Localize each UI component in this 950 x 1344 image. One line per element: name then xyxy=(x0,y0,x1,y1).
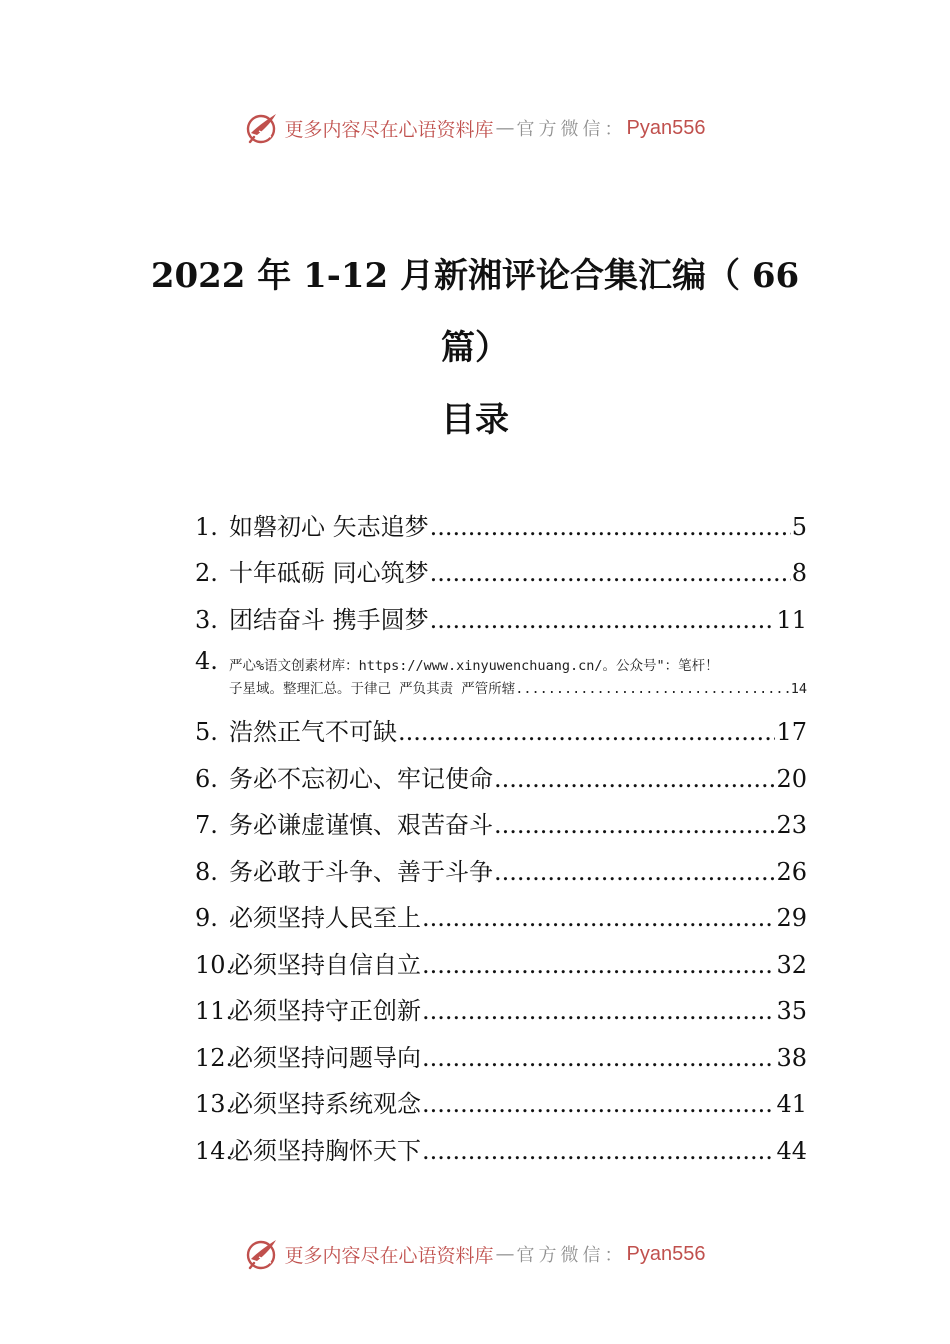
toc-entry[interactable] xyxy=(195,852,807,888)
toc-leader-dots xyxy=(422,904,775,932)
toc-entry-number: 5. xyxy=(195,718,218,746)
toc-entry[interactable] xyxy=(195,712,807,748)
toc-entry-title-line2-row xyxy=(229,678,807,701)
toc-entry[interactable] xyxy=(195,553,807,589)
toc-entry-title: 必须坚持自信自立 xyxy=(229,951,421,979)
toc-entry-title: 浩然正气不可缺 xyxy=(229,718,397,746)
toc-leader-dots xyxy=(422,1137,775,1165)
toc-entry-number: 1. xyxy=(195,513,218,541)
toc-entry[interactable] xyxy=(195,898,807,934)
toc-entry-title-line2: 子星域。整理汇总。于律己 严负其责 严管所辖 xyxy=(229,681,516,697)
toc-entry-title: 务必敢于斗争、善于斗争 xyxy=(229,858,493,886)
toc-entry-number: 4. xyxy=(195,647,218,675)
toc-entry-number: 6. xyxy=(195,765,218,793)
toc-entry-number: 9. xyxy=(195,904,218,932)
toc-entry-page: 5 xyxy=(791,513,807,541)
toc-leader-dots xyxy=(515,678,790,701)
toc-entry-title: 团结奋斗 携手圆梦 xyxy=(229,606,429,634)
toc-entry-title xyxy=(229,655,807,701)
toc-entry-title: 务必谦虚谨慎、艰苦奋斗 xyxy=(229,811,493,839)
toc-entry-title: 务必不忘初心、牢记使命 xyxy=(229,765,493,793)
watermark-text: 更多内容尽在心语资料库 xyxy=(284,118,494,141)
watermark-wechat-id: Pyan556 xyxy=(626,116,706,139)
toc-entry-page: 44 xyxy=(776,1137,807,1165)
toc-entry-number: 10. xyxy=(195,951,234,979)
toc-entry[interactable] xyxy=(195,647,807,703)
toc-entry[interactable] xyxy=(195,945,807,981)
toc-entry-page: 29 xyxy=(776,904,807,932)
toc-entry-number: 14. xyxy=(195,1137,234,1165)
toc-entry[interactable] xyxy=(195,1131,807,1167)
toc-leader-dots xyxy=(494,858,775,886)
toc-entry-title: 十年砥砺 同心筑梦 xyxy=(229,559,429,587)
quill-logo-icon xyxy=(245,111,279,145)
toc-leader-dots xyxy=(398,718,775,746)
toc-leader-dots xyxy=(422,1044,775,1072)
toc-entry-title: 必须坚持守正创新 xyxy=(229,997,421,1025)
toc-entry-title-line1: 严心%语文创素材库：https://www.xinyuwenchuang.cn/。公众号"：笔杆！ xyxy=(229,658,719,674)
toc-entry-page: 35 xyxy=(776,997,807,1025)
toc-entry-title: 必须坚持系统观念 xyxy=(229,1090,421,1118)
toc-entry-page: 17 xyxy=(776,718,807,746)
toc-entry-number: 11. xyxy=(195,997,234,1025)
toc-entry-page: 11 xyxy=(776,606,807,634)
toc-leader-dots xyxy=(430,559,791,587)
watermark-text: 更多内容尽在心语资料库 xyxy=(284,1244,494,1267)
toc-entry-page: 26 xyxy=(776,858,807,886)
toc-entry-page: 41 xyxy=(776,1090,807,1118)
toc-entry-page: 38 xyxy=(776,1044,807,1072)
toc-leader-dots xyxy=(422,997,775,1025)
toc-entry-page: 23 xyxy=(776,811,807,839)
toc-entry-number: 2. xyxy=(195,559,218,587)
watermark-label: 官方微信： xyxy=(516,1245,627,1266)
document-title-line1: 2022 年 1-12 月新湘评论合集汇编（ 66 xyxy=(150,256,800,296)
toc-entry-number: 13. xyxy=(195,1090,234,1118)
toc-entry[interactable] xyxy=(195,991,807,1027)
toc-leader-dots xyxy=(422,951,775,979)
toc-leader-dots xyxy=(430,606,776,634)
toc-entry[interactable] xyxy=(195,1038,807,1074)
document-title-line2: 篇） xyxy=(441,328,509,368)
toc-entry-number: 7. xyxy=(195,811,218,839)
toc-entry-title: 必须坚持胸怀天下 xyxy=(229,1137,421,1165)
watermark-label: 官方微信： xyxy=(516,119,627,140)
toc-entry[interactable] xyxy=(195,600,807,636)
toc-leader-dots xyxy=(430,513,791,541)
quill-logo-icon xyxy=(245,1237,279,1271)
toc-entry-title: 必须坚持问题导向 xyxy=(229,1044,421,1072)
watermark-wechat-id: Pyan556 xyxy=(626,1242,706,1265)
toc-leader-dots xyxy=(494,811,775,839)
toc-leader-dots xyxy=(422,1090,775,1118)
toc-entry-page: 20 xyxy=(776,765,807,793)
watermark-separator: — xyxy=(495,117,515,139)
toc-entry[interactable] xyxy=(195,507,807,543)
toc-entry-page: 32 xyxy=(776,951,807,979)
watermark-banner-top xyxy=(0,108,950,148)
toc-leader-dots xyxy=(494,765,775,793)
toc-entry-title: 必须坚持人民至上 xyxy=(229,904,421,932)
toc-entry-page: 14 xyxy=(790,681,807,697)
toc-entry[interactable] xyxy=(195,1084,807,1120)
toc-entry-page: 8 xyxy=(791,559,807,587)
toc-entry-number: 8. xyxy=(195,858,218,886)
watermark-separator: — xyxy=(495,1243,515,1265)
watermark-banner-bottom xyxy=(0,1234,950,1274)
toc-entry[interactable] xyxy=(195,759,807,795)
toc-entry-title: 如磐初心 矢志追梦 xyxy=(229,513,429,541)
toc-entry-number: 3. xyxy=(195,606,218,634)
toc-heading: 目录 xyxy=(441,400,509,440)
toc-entry[interactable] xyxy=(195,805,807,841)
toc-entry-number: 12. xyxy=(195,1044,234,1072)
